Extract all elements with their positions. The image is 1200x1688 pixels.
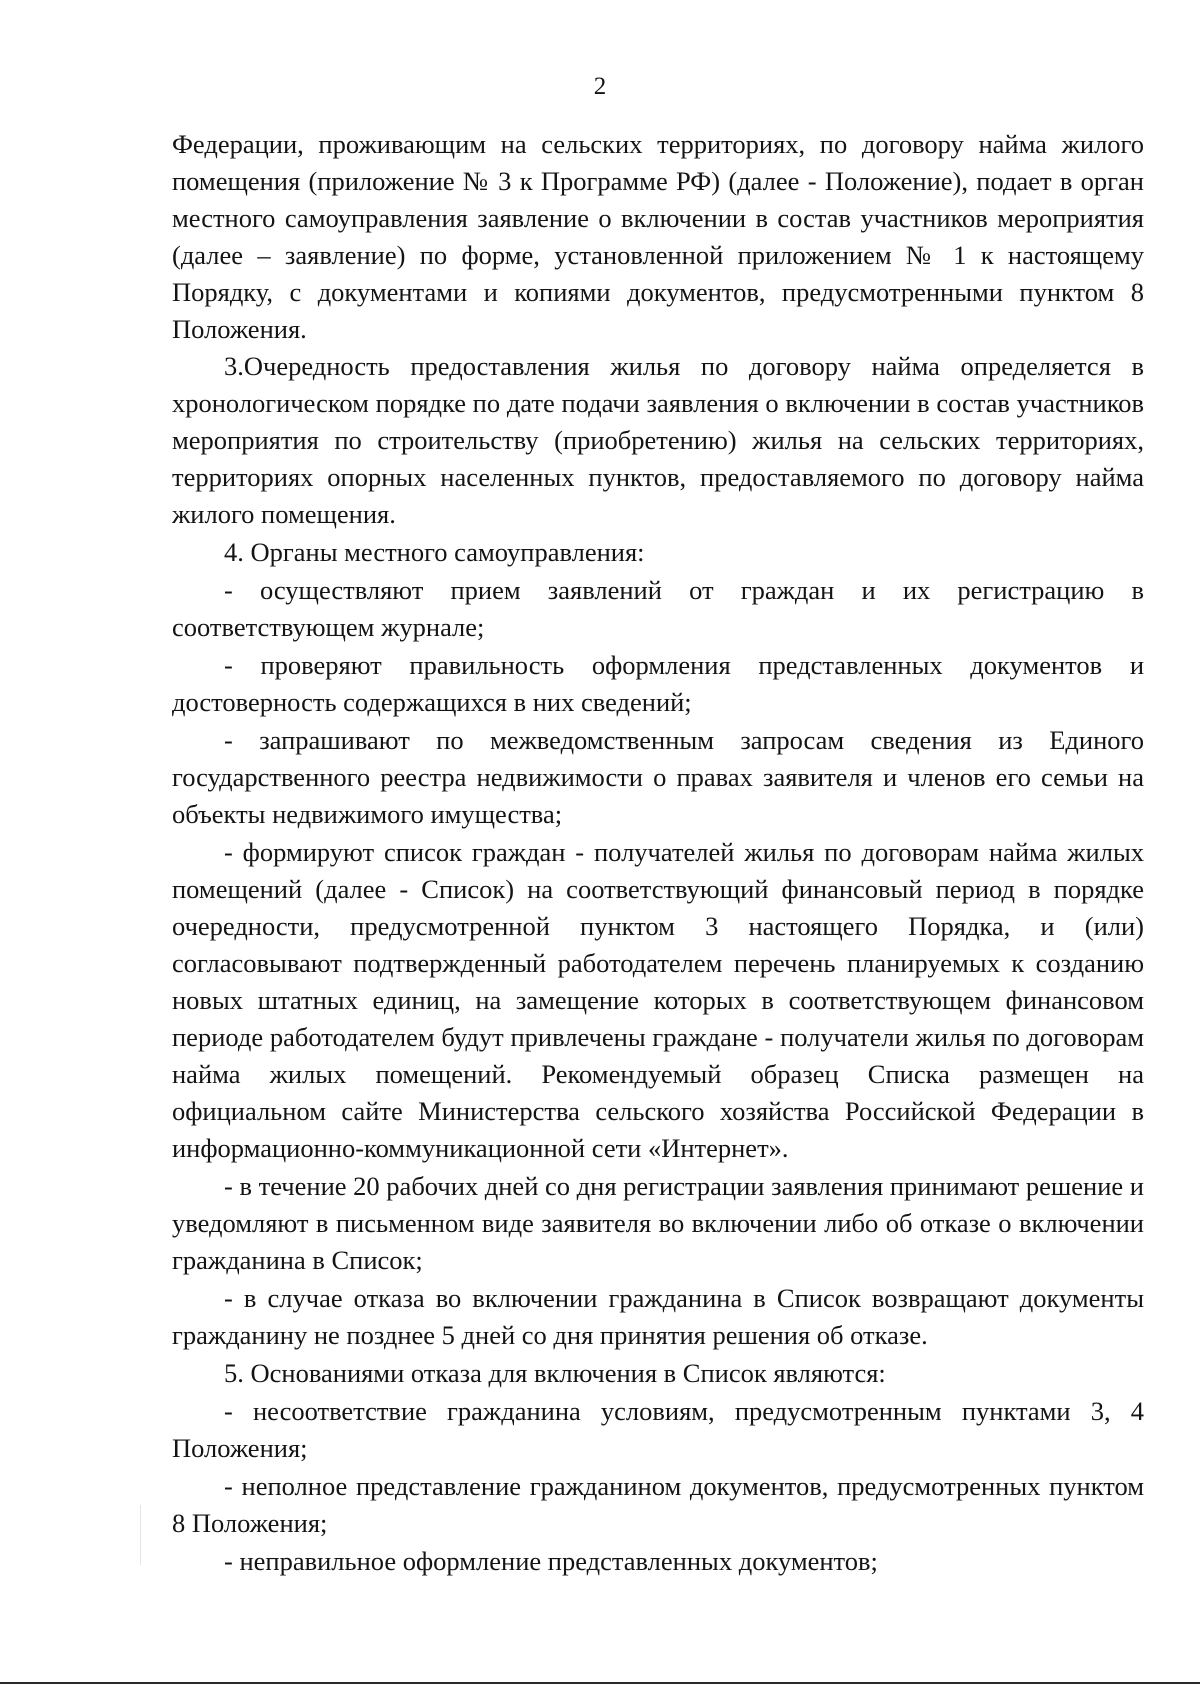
paragraph-item-5-heading: 5. Основаниями отказа для включения в Список являются: [224,1358,886,1388]
paragraph-item-4-heading: 4. Органы местного самоуправления: [224,537,645,567]
list-item-incomplete-documents: - неполное представление гражданином документов, предусмотренных пунктом 8 Положения; [172,1471,1144,1538]
list-item-return-documents: - в случае отказа во включении гражданина в Список возвращают документы гражданину не позднее 5 дней со дня принятия решения об отказе. [172,1283,1144,1350]
list-item-form-list: - формируют список граждан - получателей жилья по договорам найма жилых помещений (далее - Список) на соответствующий финансовый период в порядке очередности, предусмотренной пунктом 3 настоящего Порядка, и (или) согласовывают подтвержденный работодателем перечень планируемых к созданию новых штатных единиц, на замещение которых в соответствующем финансовом периоде работодателем будут привлечены граждане - получатели жилья по договорам найма жилых помещений. Рекомендуемый образец Списка размещен на официальном сайте Министерства сельского хозяйства Российской Федерации в информационно-коммуникационной сети «Интернет». [172,837,1144,1163]
paragraph-item-3: 3.Очередность предоставления жилья по договору найма определяется в хронологическом порядке по дате подачи заявления о включении в состав участников мероприятия по строительству (приобретению) жилья на сельских территориях, территориях опорных населенных пунктов, предоставляемого по договору найма жилого помещения. [172,351,1144,529]
list-item-decision-notify: - в течение 20 рабочих дней со дня регистрации заявления принимают решение и уведомляют в письменном виде заявителя во включении либо об отказе о включении гражданина в Список; [172,1171,1144,1275]
list-item-incorrect-documents: - неправильное оформление представленных документов; [224,1546,878,1576]
list-item-nonconformity: - несоответствие гражданина условиям, предусмотренным пунктами 3, 4 Положения; [172,1396,1144,1463]
bottom-border-line [0,1682,1200,1684]
list-item-verify-documents: - проверяют правильность оформления представленных документов и достоверность содержащихся в них сведений; [172,650,1144,717]
scan-artifact [140,1505,141,1565]
document-body [172,126,1144,1580]
list-item-request-registry: - запрашивают по межведомственным запросам сведения из Единого государственного реестра недвижимости о правах заявителя и членов его семьи на объекты недвижимого имущества; [172,725,1144,829]
paragraph-continuation: Федерации, проживающим на сельских территориях, по договору найма жилого помещения (приложение № 3 к Программе РФ) (далее - Положение), подает в орган местного самоуправления заявление о включении в состав участников мероприятия (далее – заявление) по форме, установленной приложением № 1 к настоящему Порядку, с документами и копиями документов, предусмотренными пунктом 8 Положения. [172,129,1144,344]
page-number: 2 [593,73,607,100]
list-item-accept-applications: - осуществляют прием заявлений от граждан и их регистрацию в соответствующем журнале; [172,575,1144,642]
